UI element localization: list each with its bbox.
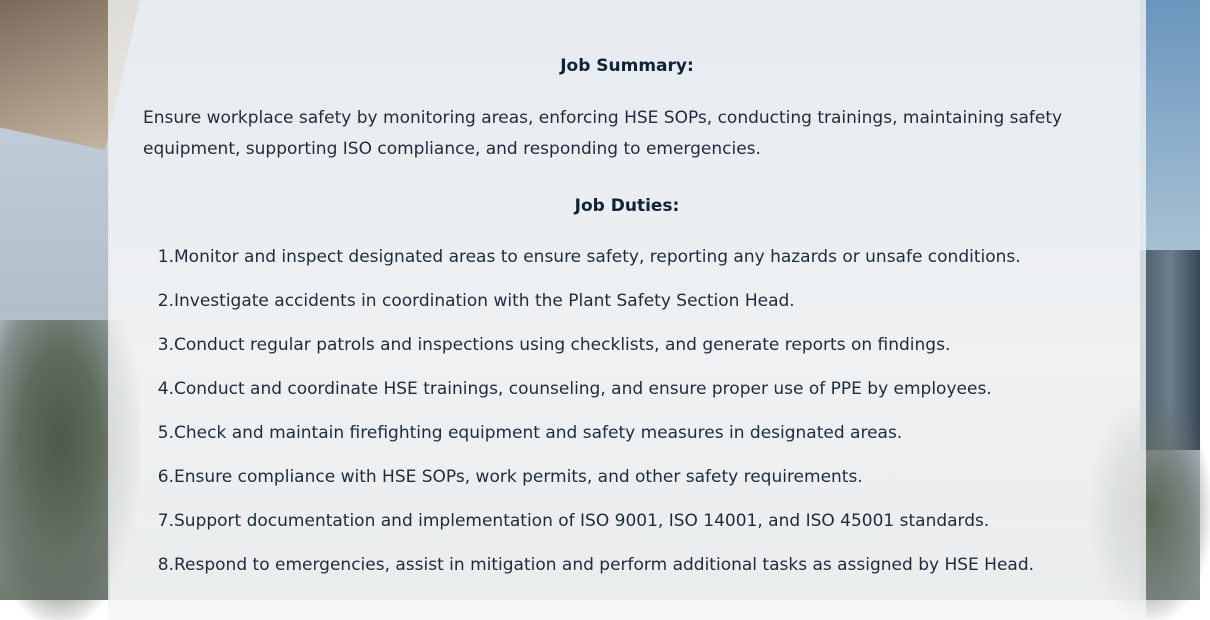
job-description-card: [108, 0, 1146, 620]
list-item-number: 1.: [157, 247, 174, 267]
list-item-number: 5.: [157, 423, 174, 443]
list-item-text: Support documentation and implementation of ISO 9001, ISO 14001, and ISO 45001 standards.: [174, 511, 990, 531]
list-item-text: Conduct and coordinate HSE trainings, counseling, and ensure proper use of PPE by employees.: [174, 379, 992, 399]
job-duties-heading: Job Duties:: [574, 196, 680, 216]
list-item: [108, 465, 1146, 509]
list-item: [108, 333, 1146, 377]
page-title: [108, 0, 1146, 1]
list-item-number: 2.: [157, 291, 174, 311]
list-item: [108, 509, 1146, 553]
list-item-text: Monitor and inspect designated areas to ensure safety, reporting any hazards or unsafe conditions.: [174, 247, 1021, 267]
list-item-number: 6.: [157, 467, 174, 487]
list-item-number: 3.: [157, 335, 174, 355]
job-summary-heading: Job Summary:: [560, 56, 694, 76]
list-item-text: Ensure compliance with HSE SOPs, work permits, and other safety requirements.: [174, 467, 863, 487]
list-item: [108, 289, 1146, 333]
list-item-number: 8.: [157, 555, 174, 575]
list-item: [108, 421, 1146, 465]
list-item: [108, 377, 1146, 421]
list-item: [108, 553, 1146, 597]
list-item-number: 7.: [157, 511, 174, 531]
job-duties-list: [108, 245, 1146, 597]
list-item: [108, 245, 1146, 289]
list-item-text: Check and maintain firefighting equipment and safety measures in designated areas.: [174, 423, 903, 443]
list-item-number: 4.: [157, 379, 174, 399]
list-item-text: Conduct regular patrols and inspections using checklists, and generate reports on findings.: [174, 335, 951, 355]
list-item-text: Investigate accidents in coordination with the Plant Safety Section Head.: [174, 291, 795, 311]
list-item-text: Respond to emergencies, assist in mitigation and perform additional tasks as assigned by HSE Head.: [174, 555, 1035, 575]
job-summary-text: Ensure workplace safety by monitoring areas, enforcing HSE SOPs, conducting trainings, maintaining safety equipment, supporting ISO compliance, and responding to emergencies.: [143, 108, 1063, 159]
